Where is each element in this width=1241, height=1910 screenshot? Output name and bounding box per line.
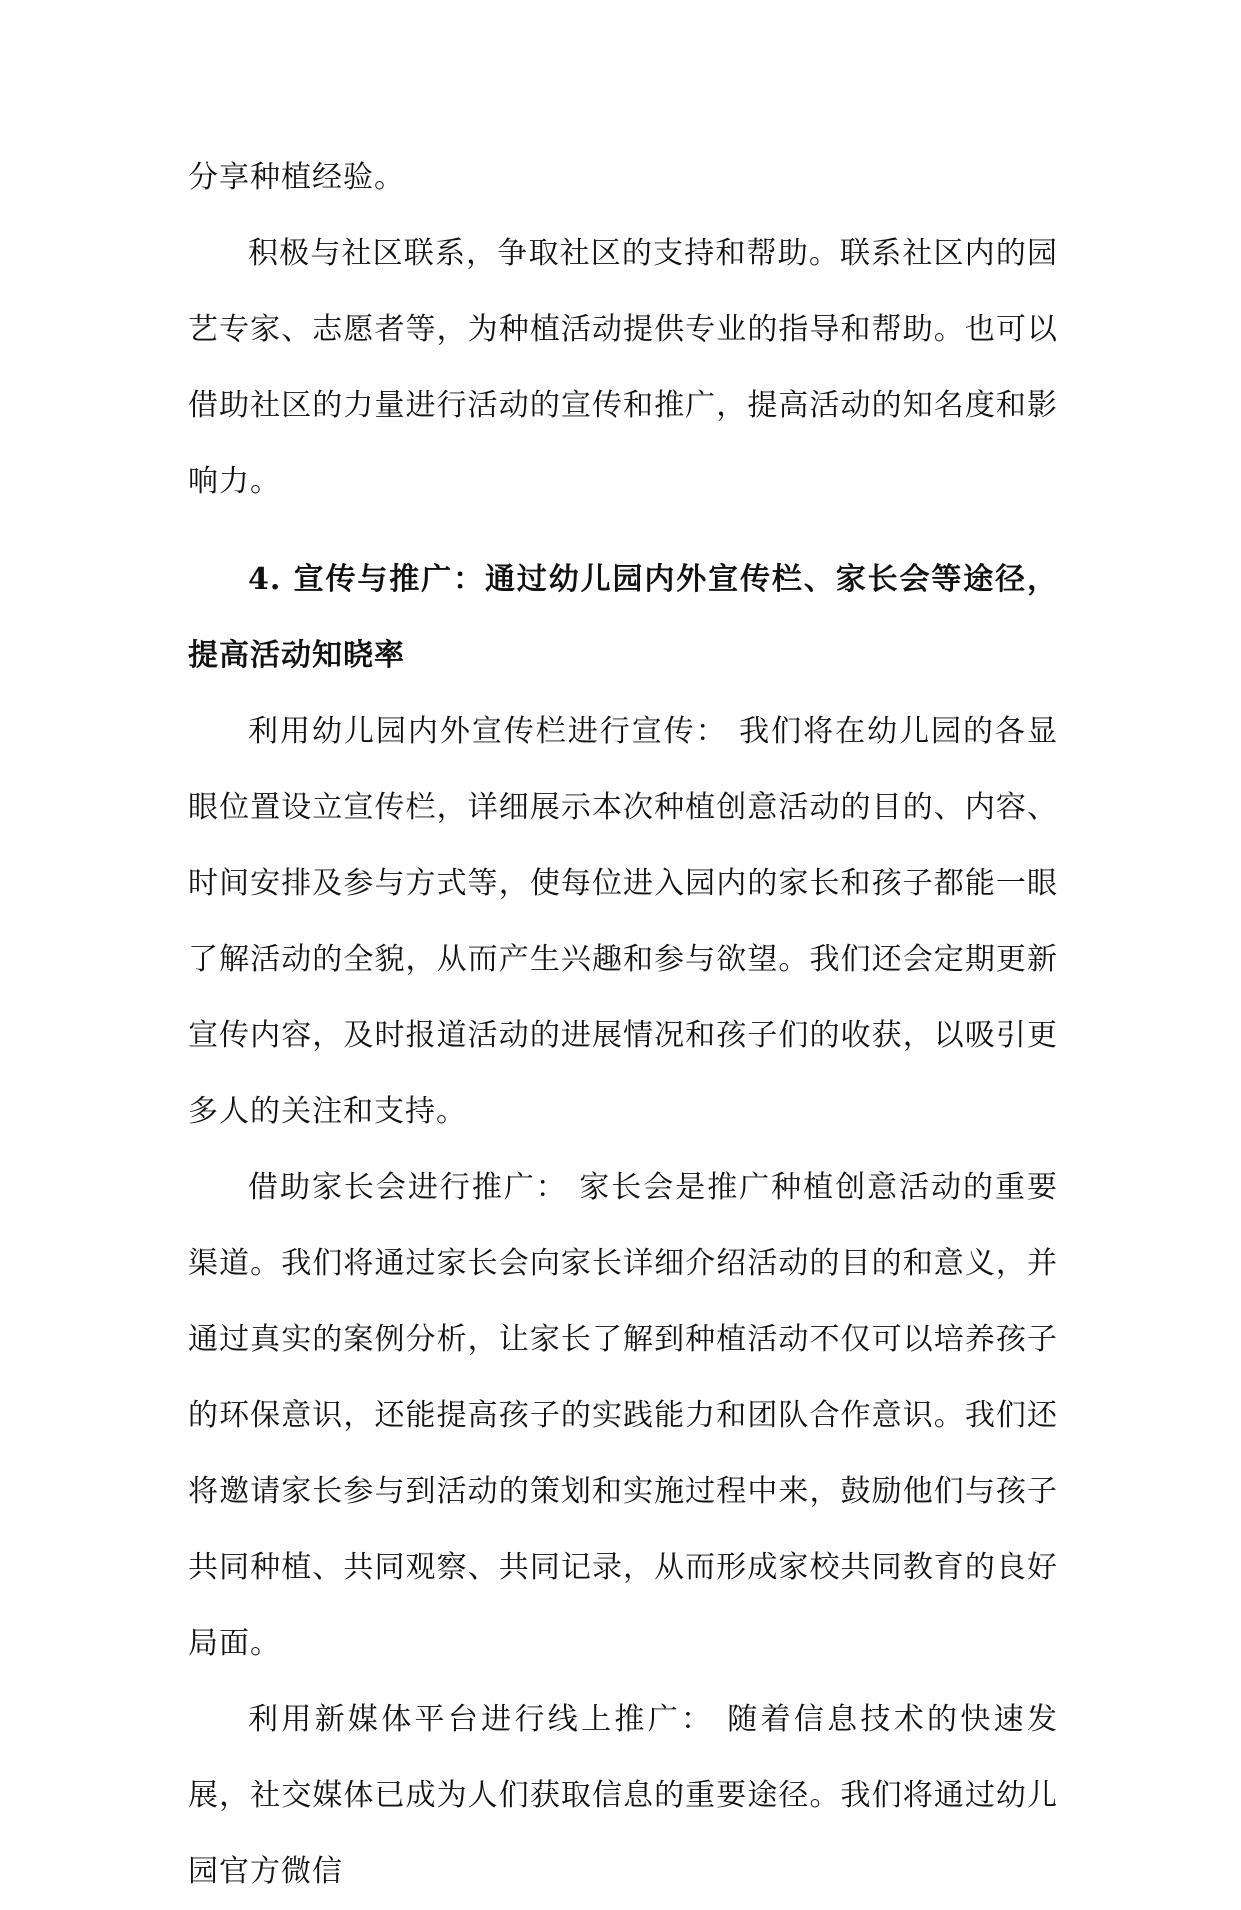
paragraph-bulletin-board: 利用幼儿园内外宣传栏进行宣传： 我们将在幼儿园的各显眼位置设立宣传栏，详细展示本次种植创意活动的目的、内容、时间安排及参与方式等，使每位进入园内的家长和孩子都能一眼了解活动的全貌，从而产生兴趣和参与欲望。我们还会定期更新宣传内容，及时报道活动的进展情况和孩子们的收获，以吸引更多人的关注和支持。 (188, 714, 1058, 1129)
paragraph-continuation: 分享种植经验。 (188, 160, 405, 195)
paragraph-new-media: 利用新媒体平台进行线上推广： 随着信息技术的快速发展，社交媒体已成为人们获取信息的重要途径。我们将通过幼儿园官方微信 (188, 1702, 1058, 1889)
document-body (188, 140, 1058, 1910)
paragraph-parent-meeting: 借助家长会进行推广： 家长会是推广种植创意活动的重要渠道。我们将通过家长会向家长详细介绍活动的目的和意义，并通过真实的案例分析，让家长了解到种植活动不仅可以培养孩子的环保意识，还能提高孩子的实践能力和团队合作意识。我们还将邀请家长参与到活动的策划和实施过程中来，鼓励他们与孩子共同种植、共同观察、共同记录，从而形成家校共同教育的良好局面。 (188, 1170, 1058, 1661)
paragraph-community-support: 积极与社区联系，争取社区的支持和帮助。联系社区内的园艺专家、志愿者等，为种植活动提供专业的指导和帮助。也可以借助社区的力量进行活动的宣传和推广，提高活动的知名度和影响力。 (188, 236, 1058, 499)
section-heading-promotion: 4. 宣传与推广：通过幼儿园内外宣传栏、家长会等途径，提高活动知晓率 (188, 562, 1058, 673)
